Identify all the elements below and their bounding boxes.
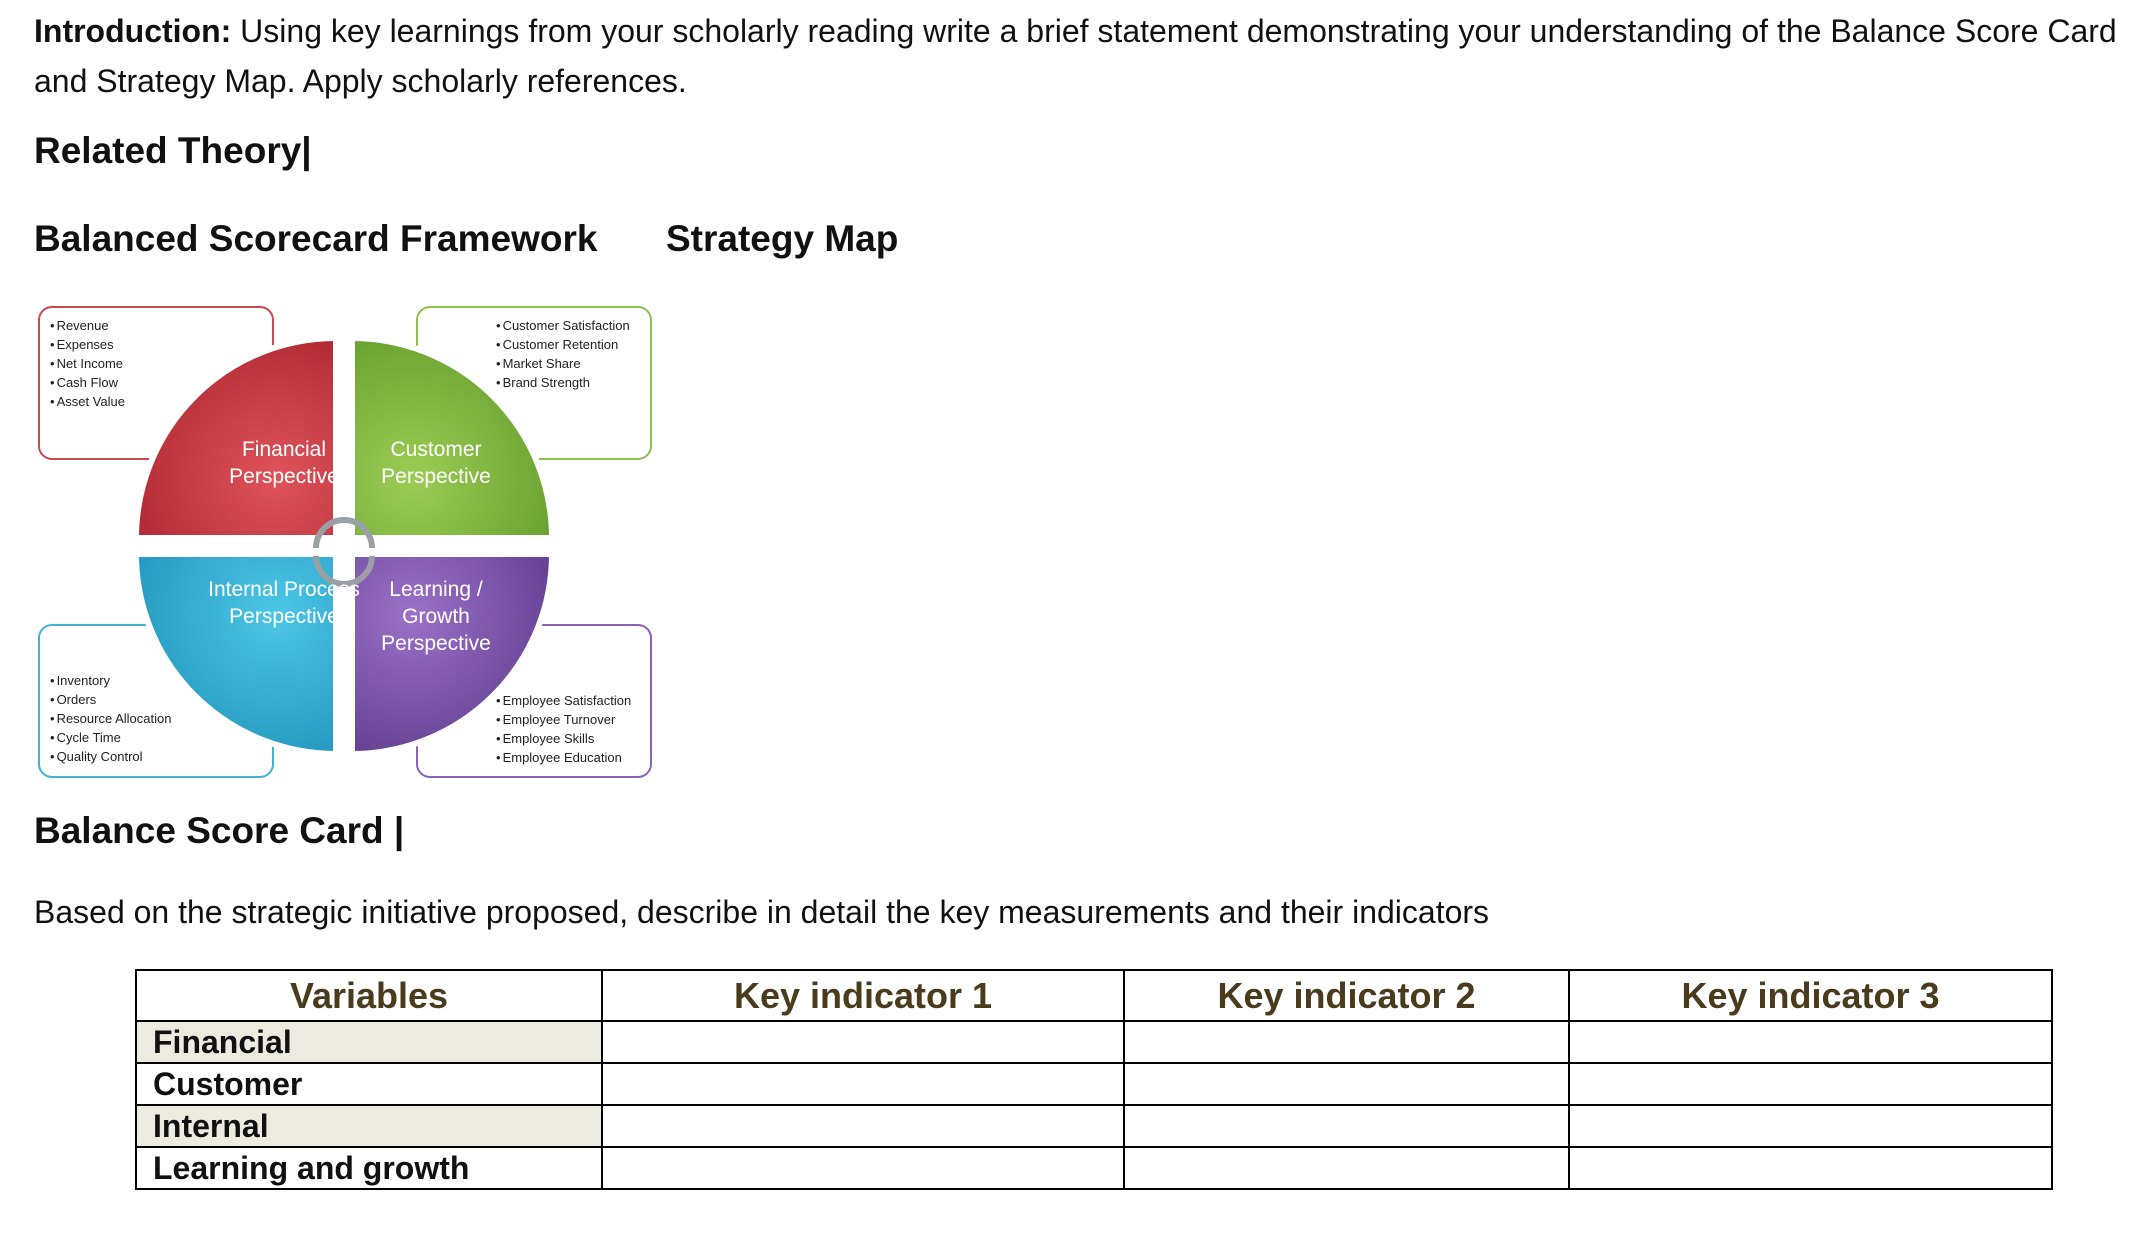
learning-item: • Employee Turnover [496,710,640,729]
scorecard-table [135,969,2053,1190]
customer-item: • Customer Satisfaction [496,316,640,335]
table-cell[interactable] [1124,1021,1569,1063]
balanced-scorecard-framework-heading: Balanced Scorecard Framework [34,218,598,259]
column-header-key-indicator-1: Key indicator 1 [602,970,1124,1021]
table-row [136,1063,2052,1105]
table-cell[interactable] [602,1063,1124,1105]
related-theory-heading: Related Theory| [34,130,312,171]
customer-item: • Market Share [496,354,640,373]
table-cell[interactable] [1124,1105,1569,1147]
internal-item: • Orders [50,690,262,709]
row-label-financial: Financial [136,1021,602,1063]
introduction-paragraph [34,6,2134,106]
table-cell[interactable] [602,1105,1124,1147]
learning-item: • Employee Satisfaction [496,691,640,710]
internal-item: • Quality Control [50,747,262,766]
row-label-internal: Internal [136,1105,602,1147]
table-cell[interactable] [1124,1063,1569,1105]
internal-process-perspective-label: Internal Process Perspective [208,578,360,628]
balance-score-card-heading: Balance Score Card | [34,810,405,851]
perspectives-circle [34,300,654,785]
column-header-variables: Variables [136,970,602,1021]
balanced-scorecard-diagram [34,300,654,785]
introduction-label: Introduction: [34,13,232,49]
table-row [136,1105,2052,1147]
financial-item: • Revenue [50,316,262,335]
row-label-learning-and-growth: Learning and growth [136,1147,602,1189]
financial-perspective-label: Financial Perspective [229,438,339,488]
table-cell[interactable] [1569,1021,2052,1063]
introduction-text: Using key learnings from your scholarly reading write a brief statement demonstrating your understanding of the Balance Score Card and Strategy Map. Apply scholarly references. [34,13,2117,99]
table-row [136,1147,2052,1189]
financial-item: • Net Income [50,354,262,373]
internal-item: • Resource Allocation [50,709,262,728]
internal-item: • Cycle Time [50,728,262,747]
column-header-key-indicator-2: Key indicator 2 [1124,970,1569,1021]
financial-item: • Cash Flow [50,373,262,392]
learning-growth-perspective-label: Learning / Growth Perspective [381,578,491,655]
financial-item: • Asset Value [50,392,262,411]
strategy-map-heading: Strategy Map [666,218,899,259]
learning-item: • Employee Education [496,748,640,767]
customer-perspective-label: Customer Perspective [381,438,491,488]
table-cell[interactable] [602,1021,1124,1063]
table-row [136,1021,2052,1063]
internal-item: • Inventory [50,671,262,690]
learning-item: • Employee Skills [496,729,640,748]
customer-item: • Customer Retention [496,335,640,354]
table-header-row [136,970,2052,1021]
customer-item: • Brand Strength [496,373,640,392]
row-label-customer: Customer [136,1063,602,1105]
column-header-key-indicator-3: Key indicator 3 [1569,970,2052,1021]
table-cell[interactable] [1569,1063,2052,1105]
financial-item: • Expenses [50,335,262,354]
table-cell[interactable] [1124,1147,1569,1189]
table-cell[interactable] [1569,1147,2052,1189]
table-cell[interactable] [602,1147,1124,1189]
table-cell[interactable] [1569,1105,2052,1147]
scorecard-description: Based on the strategic initiative proposed, describe in detail the key measurements and their indicators [34,894,1490,930]
